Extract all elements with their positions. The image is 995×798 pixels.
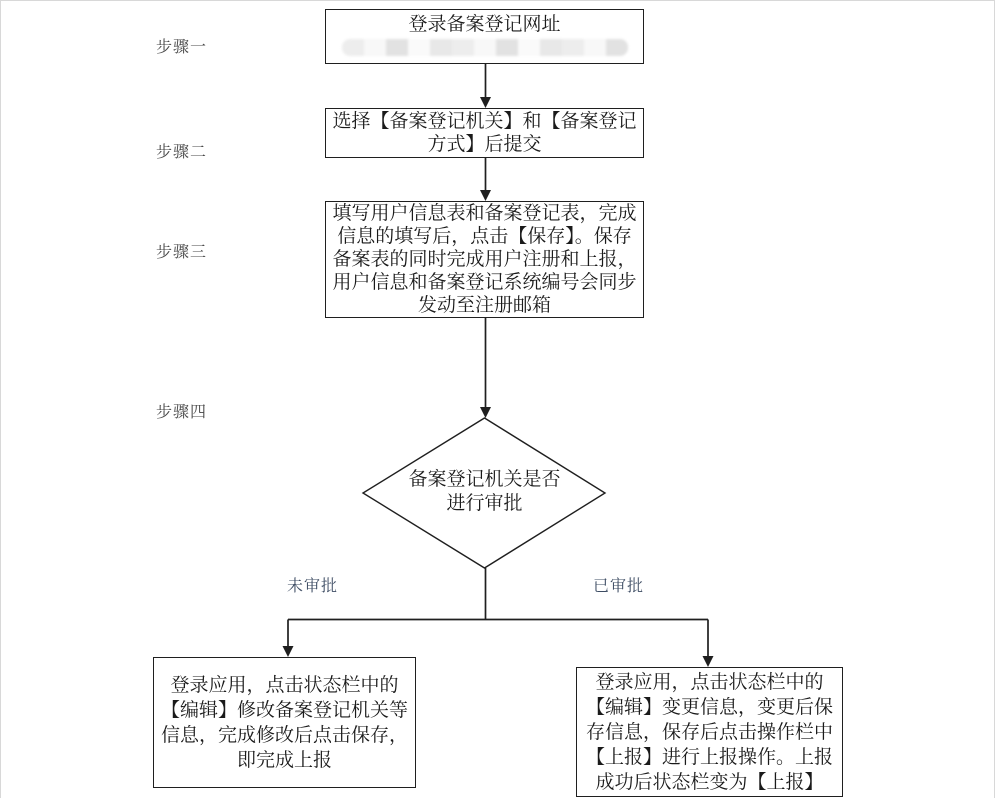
process-box-not-approved [153, 657, 416, 788]
arrowhead-box-right [703, 656, 714, 667]
step-label-2: 步骤二 [156, 142, 208, 161]
box2-text: 选择【备案登记机关】和【备案登记方式】后提交 [332, 110, 637, 155]
box1-title: 登录备案登记网址 [408, 13, 561, 35]
arrowhead-decision [480, 407, 491, 418]
process-box-login-url [325, 9, 644, 64]
box-right-text: 登录应用，点击状态栏中的【编辑】变更信息，变更后保存信息，保存后点击操作栏中【上报】进行上报操作。上报成功后状态栏变为【上报】 [585, 670, 833, 793]
process-box-fill-forms [325, 201, 644, 318]
branch-label-unapproved: 未审批 [287, 576, 339, 595]
arrowhead-box-left [283, 646, 294, 657]
process-box-approved [576, 667, 843, 797]
process-box-select-authority [325, 108, 644, 158]
step-label-4: 步骤四 [156, 402, 208, 421]
arrowhead-box3 [480, 190, 491, 201]
step-label-1: 步骤一 [156, 37, 208, 56]
decision-text: 备案登记机关是否进行审批 [408, 468, 561, 514]
arrowhead-box2 [480, 97, 491, 108]
redacted-url-block [342, 39, 628, 56]
box3-text: 填写用户信息表和备案登记表，完成信息的填写后，点击【保存】。保存备案表的同时完成用户注册和上报，用户信息和备案登记系统编号会同步发动至注册邮箱 [332, 202, 637, 316]
box-left-text: 登录应用，点击状态栏中的【编辑】修改备案登记机关等信息，完成修改后点击保存，即完成上报 [160, 673, 408, 771]
step-label-3: 步骤三 [156, 242, 208, 261]
branch-label-approved: 已审批 [593, 576, 645, 595]
